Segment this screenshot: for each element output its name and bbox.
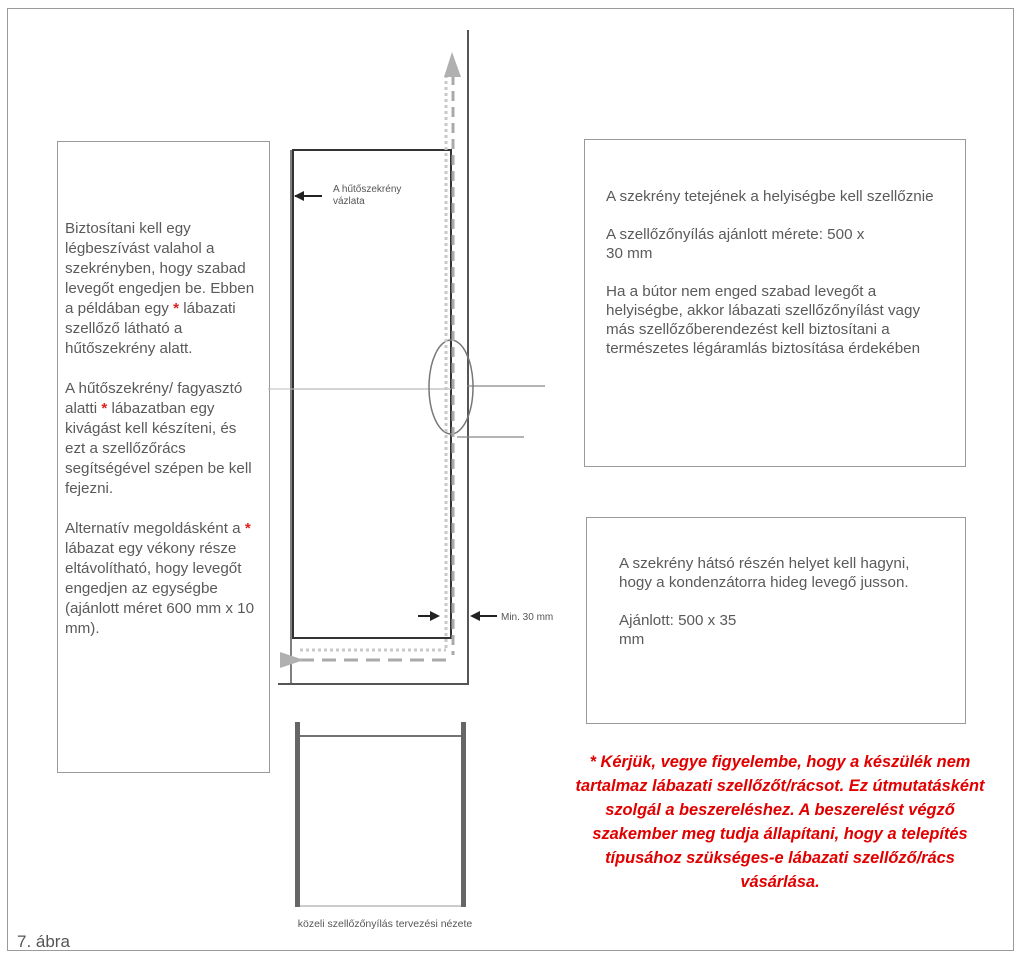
left-paragraph-2-text: A hűtőszekrény/ fagyasztó alatti [65,380,243,417]
asterisk-marker: * [173,300,180,317]
left-paragraph-1-rest: lábazati szellőző látható a hűtőszekrény alatt. [65,300,236,357]
left-paragraph-1-text: Biztosítani kell egy légbeszívást valahol a szekrényben, hogy szabad levegőt engedjen be. Ebben a példában egy [65,220,255,317]
vent-right-post [461,722,466,907]
min-gap-label: Min. 30 mm [501,612,554,623]
fridge-outline [293,150,451,638]
bottom-right-paragraph-2: Ajánlott: 500 x 35 mm [619,612,737,648]
top-right-paragraph-2: A szellőzőnyílás ajánlott mérete: 500 x 30 mm [606,226,865,262]
fridge-label [333,184,404,207]
fridge-label-arrowhead [294,191,304,201]
airflow-up-arrowhead [444,52,461,77]
left-paragraph-3-rest: lábazat egy vékony része eltávolítható, hogy levegőt engedjen az egységbe (ajánlott méret 600 mm x 10 mm). [65,540,255,637]
top-right-paragraph-3: Ha a bútor nem enged szabad levegőt a helyiségbe, akkor lábazati szellőzőnyílást vagy más szellőzőberendezést kell biztosítani a természetes légáramlás biztosítása érdekében [606,283,921,357]
figure-label: 7. ábra [17,932,70,951]
asterisk-marker: * [244,520,251,537]
gap-arrow-right-head [470,611,480,621]
fridge-label-line-2: vázlata [333,196,365,207]
vent-caption: közeli szellőzőnyílás tervezési nézete [297,918,473,930]
top-right-paragraph-1: A szekrény tetejének a helyiségbe kell szellőznie [606,188,934,205]
airflow-right-arrowhead [280,652,304,668]
installer-note: * Kérjük, vegye figyelembe, hogy a készülék nem tartalmaz lábazati szellőzőt/rácsot. Ez útmutatásként szolgál a beszereléshez. A beszerelést végző szakember meg tudja állapítani, hogy a telepítés típusához szükséges-e lábazati szellőző/rács vásárlása. [575,753,985,891]
fridge-label-line-1: A hűtőszekrény [333,184,402,195]
gap-arrow-left-head [430,611,440,621]
asterisk-marker: * [101,400,108,417]
left-paragraph-2-rest: lábazatban egy kivágást kell készíteni, és ezt a szellőzőrács segítségével szépen be kell fejezni. [65,400,252,497]
left-paragraph-3-text: Alternatív megoldásként a [65,520,241,537]
vent-left-post [295,722,300,907]
bottom-right-paragraph-1: A szekrény hátsó részén helyet kell hagyni, hogy a kondenzátorra hideg levegő jusson. [619,555,910,591]
